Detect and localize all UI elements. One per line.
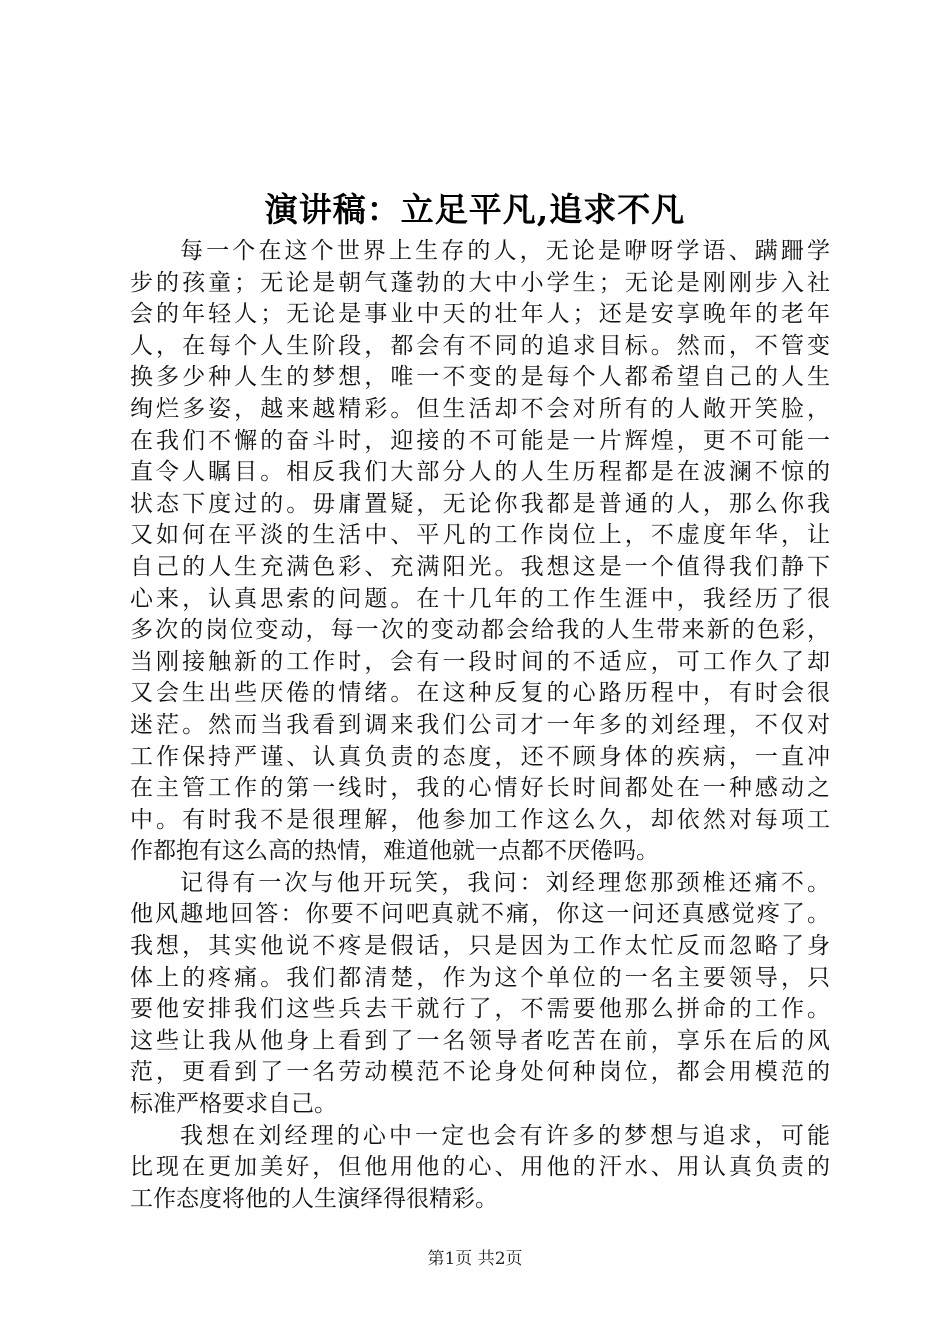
paragraph-line: 要他安排我们这些兵去干就行了，不需要他那么拼命的工作。	[130, 996, 830, 1023]
paragraph-line: 我想在刘经理的心中一定也会有许多的梦想与追求，可能	[180, 1122, 830, 1149]
paragraph-line: 作都抱有这么高的热情，难道他就一点都不厌倦吗。	[130, 838, 659, 865]
paragraph-line: 每一个在这个世界上生存的人，无论是咿呀学语、蹒跚学	[180, 238, 830, 264]
paragraph	[130, 236, 830, 868]
document-title: 演讲稿：立足平凡,追求不凡	[264, 190, 686, 229]
paragraph-line: 记得有一次与他开玩笑，我问：刘经理您那颈椎还痛不。	[180, 869, 830, 896]
paragraph-line: 又会生出些厌倦的情绪。在这种反复的心路历程中，有时会很	[130, 680, 830, 707]
paragraph-line: 在主管工作的第一线时，我的心情好长时间都处在一种感动之	[130, 775, 830, 802]
paragraph-line: 又如何在平淡的生活中、平凡的工作岗位上，不虚度年华，让	[130, 522, 830, 549]
paragraph-line: 中。有时我不是很理解，他参加工作这么久，却依然对每项工	[130, 806, 830, 833]
paragraph	[130, 868, 830, 1121]
paragraph-line: 当刚接触新的工作时，会有一段时间的不适应，可工作久了却	[130, 648, 830, 675]
paragraph-line: 步的孩童；无论是朝气蓬勃的大中小学生；无论是刚刚步入社	[130, 269, 830, 296]
paragraph-line: 这些让我从他身上看到了一名领导者吃苦在前，享乐在后的风	[130, 1027, 830, 1054]
paragraph-line: 比现在更加美好，但他用他的心、用他的汗水、用认真负责的	[130, 1154, 830, 1181]
page-footer: 第1页 共2页	[427, 1249, 523, 1269]
paragraph-line: 范，更看到了一名劳动模范不论身处何种岗位，都会用模范的	[130, 1059, 830, 1086]
paragraph-line: 换多少种人生的梦想，唯一不变的是每个人都希望自己的人生	[130, 364, 830, 391]
paragraph-line: 心来，认真思索的问题。在十几年的工作生涯中，我经历了很	[130, 585, 830, 612]
paragraph-line: 体上的疼痛。我们都清楚，作为这个单位的一名主要领导，只	[130, 964, 830, 991]
paragraph-line: 自己的人生充满色彩、充满阳光。我想这是一个值得我们静下	[130, 553, 830, 580]
paragraph-line: 我想，其实他说不疼是假话，只是因为工作太忙反而忽略了身	[130, 933, 830, 960]
paragraph-line: 人，在每个人生阶段，都会有不同的追求目标。然而，不管变	[130, 332, 830, 359]
paragraph-line: 直令人瞩目。相反我们大部分人的人生历程都是在波澜不惊的	[130, 459, 830, 486]
paragraph-line: 会的年轻人；无论是事业中天的壮年人；还是安享晚年的老年	[130, 301, 830, 328]
paragraph-line: 工作保持严谨、认真负责的态度，还不顾身体的疾病，一直冲	[130, 743, 830, 770]
paragraph-line: 工作态度将他的人生演绎得很精彩。	[130, 1185, 498, 1212]
document-body	[130, 236, 830, 1215]
paragraph-line: 迷茫。然而当我看到调来我们公司才一年多的刘经理，不仅对	[130, 711, 830, 738]
paragraph-line: 在我们不懈的奋斗时，迎接的不可能是一片辉煌，更不可能一	[130, 427, 830, 454]
paragraph-line: 标准严格要求自己。	[130, 1091, 337, 1118]
paragraph-line: 他风趣地回答：你要不问吧真就不痛，你这一问还真感觉疼了。	[130, 901, 830, 928]
paragraph-line: 状态下度过的。毋庸置疑，无论你我都是普通的人，那么你我	[130, 490, 830, 517]
paragraph-line: 绚烂多姿，越来越精彩。但生活却不会对所有的人敞开笑脸，	[130, 395, 830, 422]
paragraph	[130, 1121, 830, 1216]
paragraph-line: 多次的岗位变动，每一次的变动都会给我的人生带来新的色彩，	[130, 617, 830, 644]
